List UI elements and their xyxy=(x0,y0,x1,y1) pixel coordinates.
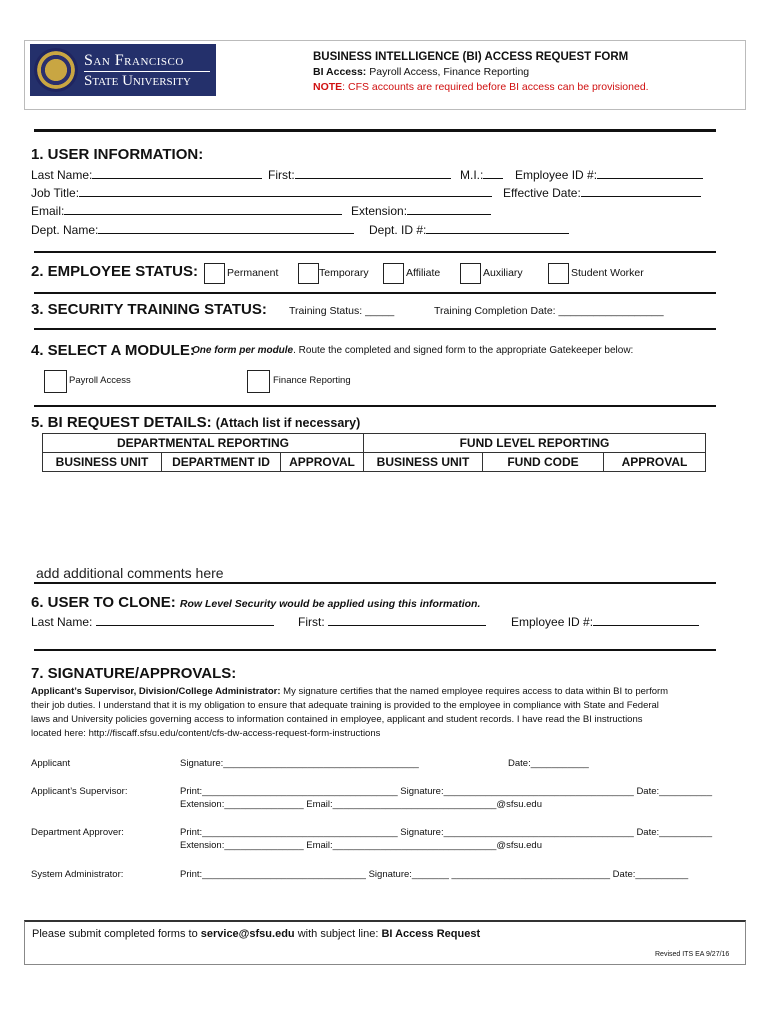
dept-name-field[interactable]: Dept. Name: xyxy=(31,222,354,237)
supervisor-label: Applicant’s Supervisor: xyxy=(31,786,128,797)
email-field[interactable]: Email: xyxy=(31,203,342,218)
status-permanent-label: Permanent xyxy=(227,267,279,279)
access-value: Payroll Access, Finance Reporting xyxy=(369,66,530,78)
dept-id-field[interactable]: Dept. ID #: xyxy=(369,222,569,237)
status-temporary-checkbox[interactable] xyxy=(298,263,319,284)
status-auxiliary-label: Auxiliary xyxy=(483,267,523,279)
university-name-line1: San Francisco xyxy=(84,52,184,69)
col-fund-code: FUND CODE xyxy=(483,453,604,472)
applicant-date-field[interactable]: Date:___________ xyxy=(508,758,589,769)
first-name-field[interactable]: First: xyxy=(268,167,451,182)
section5-title: 5. BI REQUEST DETAILS: (Attach list if necessary) xyxy=(31,414,361,431)
approver-extension-email[interactable]: Extension:_______________ Email:_______________________________@sfsu.edu xyxy=(180,840,542,851)
section4-rule xyxy=(34,328,716,330)
section7-rule xyxy=(34,649,716,651)
section2-title: 2. EMPLOYEE STATUS: xyxy=(31,263,198,280)
section6-rule xyxy=(34,582,716,584)
section4-instruction xyxy=(192,345,633,356)
footer-box xyxy=(24,920,746,965)
clone-employee-id-field[interactable]: Employee ID #: xyxy=(511,614,699,629)
supervisor-extension-email[interactable]: Extension:_______________ Email:_______________________________@sfsu.edu xyxy=(180,799,542,810)
approver-print-signature-date[interactable]: Print:_____________________________________ Signature:____________________________________ Date:__________ xyxy=(180,827,712,838)
clone-last-name-field[interactable]: Last Name: xyxy=(31,614,274,629)
status-student-worker-checkbox[interactable] xyxy=(548,263,569,284)
mi-field[interactable]: M.I.: xyxy=(460,167,503,182)
note-text: : CFS accounts are required before BI access can be provisioned. xyxy=(342,81,649,93)
col-business-unit-fund: BUSINESS UNIT xyxy=(364,453,483,472)
approver-label: Department Approver: xyxy=(31,827,124,838)
status-temporary-label: Temporary xyxy=(319,267,369,279)
status-permanent-checkbox[interactable] xyxy=(204,263,225,284)
route-instruction: . Route the completed and signed form to the appropriate Gatekeeper below: xyxy=(293,345,634,356)
submit-instruction: Please submit completed forms to service@sfsu.edu with subject line: BI Access Request xyxy=(32,928,481,940)
clone-first-name-field[interactable]: First: xyxy=(298,614,486,629)
section5-subtitle: (Attach list if necessary) xyxy=(215,416,361,430)
sysadmin-label: System Administrator: xyxy=(31,869,124,880)
employee-id-field[interactable]: Employee ID #: xyxy=(515,167,703,182)
module-payroll-access-checkbox[interactable] xyxy=(44,370,67,393)
fund-level-reporting-header: FUND LEVEL REPORTING xyxy=(364,434,706,453)
job-title-field[interactable]: Job Title: xyxy=(31,185,492,200)
col-department-id: DEPARTMENT ID xyxy=(162,453,281,472)
certify-label: Applicant’s Supervisor, Division/College Administrator: xyxy=(31,686,281,697)
note-label: NOTE xyxy=(313,81,343,93)
access-line xyxy=(313,66,529,78)
section3-rule xyxy=(34,292,716,294)
departmental-reporting-header: DEPARTMENTAL REPORTING xyxy=(43,434,364,453)
section3-title: 3. SECURITY TRAINING STATUS: xyxy=(31,301,267,318)
bi-request-table xyxy=(42,433,706,472)
university-name-line2: State University xyxy=(84,73,191,89)
university-seal-logo xyxy=(34,48,78,92)
last-name-field[interactable]: Last Name: xyxy=(31,167,262,182)
service-email-link[interactable]: service@sfsu.edu xyxy=(200,928,295,940)
module-finance-reporting-checkbox[interactable] xyxy=(247,370,270,393)
revision-note: Revised ITS EA 9/27/16 xyxy=(655,951,730,958)
section4-title: 4. SELECT A MODULE: xyxy=(31,342,195,359)
effective-date-field[interactable]: Effective Date: xyxy=(503,185,701,200)
form-title: BUSINESS INTELLIGENCE (BI) ACCESS REQUEST FORM xyxy=(313,51,629,63)
section7-title: 7. SIGNATURE/APPROVALS: xyxy=(31,665,237,682)
status-affiliate-label: Affiliate xyxy=(406,267,441,279)
section1-title: 1. USER INFORMATION: xyxy=(31,146,204,163)
extension-field[interactable]: Extension: xyxy=(351,203,491,218)
col-approval-fund: APPROVAL xyxy=(604,453,706,472)
applicant-signature-field[interactable]: Signature:_____________________________________ xyxy=(180,758,419,769)
comments-field[interactable]: add additional comments here xyxy=(36,565,224,581)
sysadmin-print-signature-date[interactable]: Print:_______________________________ Signature:_______ ______________________________ Date:__________ xyxy=(180,869,689,880)
subject-line: BI Access Request xyxy=(381,928,481,940)
note-line xyxy=(313,81,649,93)
training-completion-date-field[interactable]: Training Completion Date: __________________ xyxy=(434,305,664,317)
section6-title: 6. USER TO CLONE: Row Level Security would be applied using this information. xyxy=(31,594,481,611)
status-affiliate-checkbox[interactable] xyxy=(383,263,404,284)
access-label: BI Access: xyxy=(313,66,367,78)
col-approval-dept: APPROVAL xyxy=(281,453,364,472)
section2-rule xyxy=(34,251,716,253)
module-payroll-access-label: Payroll Access xyxy=(69,375,131,386)
training-status-field[interactable]: Training Status: _____ xyxy=(289,305,395,317)
status-student-worker-label: Student Worker xyxy=(571,267,644,279)
col-business-unit-dept: BUSINESS UNIT xyxy=(43,453,162,472)
certify-line4: located here: http://fiscaff.sfsu.edu/content/cfs-dw-access-request-form-instructions xyxy=(31,728,381,739)
logo-divider xyxy=(84,71,210,72)
certify-line3: laws and University policies governing access to information contained in employee, applicant and student records. I have read the BI instructions xyxy=(31,714,643,725)
section1-rule xyxy=(34,129,716,132)
certify-line2: their job duties. I understand that it is my obligation to ensure that adequate training is provided to the employee in compliance with State and Federal xyxy=(31,700,659,711)
module-finance-reporting-label: Finance Reporting xyxy=(273,375,351,386)
certify-line1: Applicant’s Supervisor, Division/College Administrator: My signature certifies that the named employee requires access to data within BI to perform xyxy=(31,686,669,697)
one-form-per-module: One form per module xyxy=(192,345,294,356)
section6-subtitle: Row Level Security would be applied using this information. xyxy=(179,598,481,610)
applicant-label: Applicant xyxy=(31,758,71,769)
supervisor-print-signature-date[interactable]: Print:_____________________________________ Signature:____________________________________ Date:__________ xyxy=(180,786,712,797)
status-auxiliary-checkbox[interactable] xyxy=(460,263,481,284)
section5-rule xyxy=(34,405,716,407)
